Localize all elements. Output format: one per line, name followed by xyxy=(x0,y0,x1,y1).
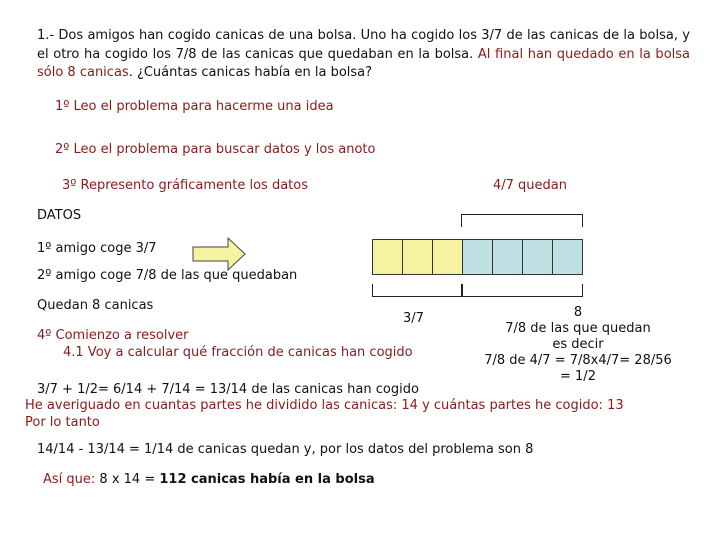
arrow-right-icon xyxy=(192,236,247,272)
top-bracket xyxy=(461,214,583,227)
final-calc: 8 x 14 = xyxy=(99,472,160,487)
datos-item-1: 1º amigo coge 3/7 xyxy=(37,241,157,256)
final-answer xyxy=(43,472,375,487)
final-prefix: Así que: xyxy=(43,472,100,487)
bar-segment-yellow xyxy=(432,239,463,275)
solution-line-2: He averiguado en cuantas partes he dividido las canicas: 14 y cuántas partes he cogido: 13 xyxy=(25,398,624,413)
diagram-left-label: 3/7 xyxy=(403,311,424,326)
diagram-top-label: 4/7 quedan xyxy=(493,178,568,193)
final-answer-text: 112 canicas había en la bolsa xyxy=(159,472,375,487)
problem-text-1: 1.- Dos amigos han cogido canicas de una bolsa. Uno ha cogido los 3/7 de las canicas de la bolsa, y el otro ha cogido los 7/8 de las canicas que quedaban en la bolsa. xyxy=(37,28,690,62)
diagram-right-calc xyxy=(458,305,698,385)
bar-segment-blue xyxy=(492,239,523,275)
bar-segment-blue xyxy=(552,239,583,275)
datos-title: DATOS xyxy=(37,208,82,223)
problem-statement xyxy=(37,27,690,83)
step-2: 2º Leo el problema para buscar datos y los anoto xyxy=(55,142,376,157)
bottom-bracket-right xyxy=(462,284,583,297)
bar-segment-blue xyxy=(522,239,553,275)
solution-line-4: 14/14 - 13/14 = 1/14 de canicas quedan y, por los datos del problema son 8 xyxy=(37,442,534,457)
step-4-1: 4.1 Voy a calcular qué fracción de canicas han cogido xyxy=(63,345,413,360)
step-1: 1º Leo el problema para hacerme una idea xyxy=(55,99,334,114)
datos-item-2: 2º amigo coge 7/8 de las que quedaban xyxy=(37,268,298,283)
step-4: 4º Comienzo a resolver xyxy=(37,328,189,343)
datos-item-3: Quedan 8 canicas xyxy=(37,298,154,313)
bar-segment-yellow xyxy=(402,239,433,275)
calc-line: 7/8 de las que quedan xyxy=(505,321,651,336)
solution-line-1: 3/7 + 1/2= 6/14 + 7/14 = 13/14 de las canicas han cogido xyxy=(37,382,419,397)
problem-text-3: . ¿Cuántas canicas había en la bolsa? xyxy=(128,65,373,80)
bottom-bracket-left xyxy=(372,284,462,297)
solution-line-3: Por lo tanto xyxy=(25,415,100,430)
calc-line: 7/8 de 4/7 = 7/8x4/7= 28/56 xyxy=(484,353,672,368)
bar-segment-yellow xyxy=(372,239,403,275)
calc-line: es decir xyxy=(552,337,604,352)
calc-line: = 1/2 xyxy=(560,369,596,384)
calc-line: 8 xyxy=(573,305,583,320)
step-3: 3º Represento gráficamente los datos xyxy=(62,178,308,193)
problem-text-highlight: Al final han quedado en la bolsa sólo 8 canicas xyxy=(37,46,690,80)
bar-segment-blue xyxy=(462,239,493,275)
